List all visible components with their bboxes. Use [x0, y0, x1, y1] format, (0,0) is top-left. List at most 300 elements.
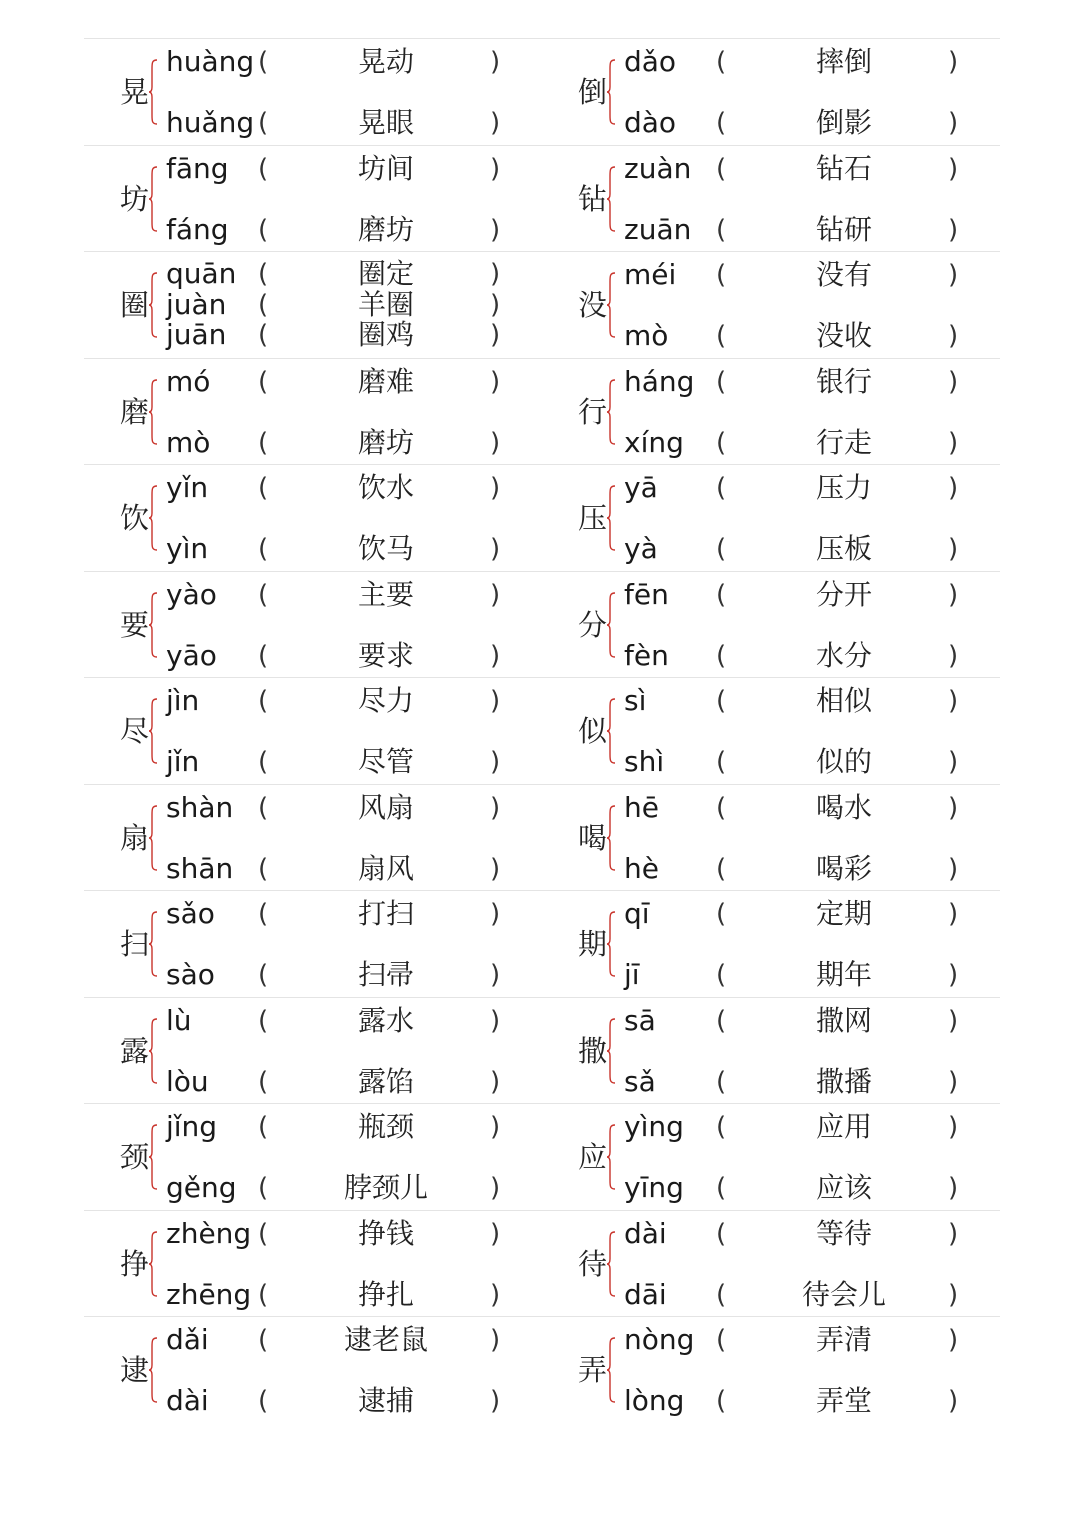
pinyin: yìng [624, 1110, 684, 1143]
open-paren: ( [258, 686, 269, 716]
brace-icon [148, 911, 158, 977]
reading-line [624, 1110, 1000, 1144]
character-entry-right [542, 1317, 1000, 1423]
open-paren: ( [716, 108, 727, 138]
character-entry-right [542, 678, 1000, 784]
head-character: 行 [578, 394, 608, 429]
brace [606, 1124, 616, 1190]
close-paren: ) [948, 1279, 959, 1310]
character-entry-right [542, 39, 1000, 145]
head-character: 应 [578, 1140, 608, 1174]
example-word: 定期 [815, 897, 872, 930]
brace-icon [148, 379, 158, 445]
example-word: 撒网 [815, 1003, 872, 1037]
close-paren: ) [490, 579, 501, 610]
example-word: 似的 [815, 745, 872, 778]
close-paren: ) [948, 640, 959, 671]
open-paren: ( [716, 153, 727, 184]
worksheet-row [84, 464, 1000, 571]
close-paren: ) [490, 1005, 501, 1036]
head-character: 饮 [120, 501, 150, 535]
pinyin: lòu [166, 1064, 209, 1098]
head-character: 挣 [120, 1246, 150, 1281]
brace [148, 698, 158, 764]
brace [606, 379, 616, 445]
close-paren: ) [948, 153, 959, 184]
example-word: 坊间 [357, 151, 414, 185]
open-paren: ( [716, 1005, 727, 1036]
pinyin: dài [166, 1384, 209, 1417]
brace-icon [148, 1231, 158, 1297]
close-paren: ) [948, 214, 959, 245]
head-character: 撒 [578, 1033, 608, 1068]
open-paren: ( [258, 899, 269, 929]
example-word: 风扇 [357, 790, 414, 824]
open-paren: ( [258, 1325, 269, 1355]
pinyin: mò [166, 425, 211, 459]
pinyin: jìn [166, 684, 200, 717]
open-paren: ( [258, 1386, 269, 1416]
open-paren: ( [716, 747, 727, 777]
worksheet-row [84, 571, 1000, 678]
close-paren: ) [948, 1173, 959, 1203]
character-entry-left [84, 572, 542, 678]
pinyin: háng [624, 364, 695, 398]
character-entry-left [84, 465, 542, 571]
worksheet-row [84, 251, 1000, 358]
close-paren: ) [490, 899, 501, 929]
close-paren: ) [490, 427, 501, 458]
pinyin: yào [166, 577, 217, 611]
close-paren: ) [490, 320, 501, 350]
brace [606, 272, 616, 338]
brace [148, 1231, 158, 1297]
open-paren: ( [258, 1112, 269, 1142]
open-paren: ( [716, 260, 727, 290]
pinyin: juān [166, 318, 227, 351]
reading-line [166, 1278, 542, 1312]
example-word: 圈定 [357, 257, 414, 290]
character-entry-right [542, 359, 1000, 465]
open-paren: ( [716, 321, 727, 351]
brace-icon [606, 911, 616, 977]
character-entry-left [84, 891, 542, 997]
close-paren: ) [948, 1218, 959, 1249]
example-word: 钻研 [815, 212, 872, 246]
pinyin: shì [624, 745, 665, 778]
pinyin: mó [166, 364, 211, 398]
brace [148, 59, 158, 125]
reading-line [166, 152, 542, 186]
head-character: 喝 [578, 820, 608, 855]
example-word: 水分 [815, 638, 872, 672]
pinyin: juàn [166, 288, 227, 321]
brace [606, 1018, 616, 1084]
pinyin: quān [166, 257, 237, 290]
brace-icon [606, 379, 616, 445]
open-paren: ( [258, 960, 269, 990]
close-paren: ) [948, 366, 959, 397]
close-paren: ) [948, 427, 959, 458]
close-paren: ) [490, 47, 501, 77]
brace [606, 59, 616, 125]
brace [148, 911, 158, 977]
worksheet-row [84, 145, 1000, 252]
close-paren: ) [490, 473, 501, 503]
open-paren: ( [716, 1173, 727, 1203]
reading-line [624, 1171, 1000, 1205]
open-paren: ( [258, 1218, 269, 1249]
open-paren: ( [716, 214, 727, 245]
character-entry-left [84, 359, 542, 465]
close-paren: ) [490, 290, 501, 320]
pinyin: fāng [166, 151, 229, 185]
pinyin: hè [624, 851, 659, 885]
character-entry-right [542, 1211, 1000, 1317]
pinyin: shān [166, 851, 234, 885]
close-paren: ) [490, 792, 501, 823]
pinyin: dài [624, 1216, 667, 1250]
brace [606, 485, 616, 551]
example-word: 喝彩 [815, 851, 872, 885]
brace-icon [606, 272, 616, 338]
open-paren: ( [716, 1112, 727, 1142]
pinyin: fèn [624, 638, 669, 672]
worksheet-row [84, 1103, 1000, 1210]
close-paren: ) [948, 473, 959, 503]
close-paren: ) [948, 534, 959, 564]
reading-line [166, 1323, 542, 1357]
character-entry-left [84, 785, 542, 891]
open-paren: ( [258, 579, 269, 610]
pinyin: fēn [624, 577, 669, 611]
example-word: 挣扎 [357, 1277, 414, 1311]
open-paren: ( [716, 853, 727, 884]
pinyin: xíng [624, 425, 684, 459]
head-character: 倒 [578, 75, 608, 109]
pinyin: yīng [624, 1171, 684, 1204]
example-word: 瓶颈 [357, 1110, 414, 1143]
open-paren: ( [258, 640, 269, 671]
reading-line [624, 45, 1000, 79]
example-word: 尽力 [357, 684, 414, 717]
character-entry-right [542, 572, 1000, 678]
reading-line [624, 319, 1000, 353]
reading-line [624, 1384, 1000, 1418]
pinyin: lù [166, 1003, 192, 1037]
brace-icon [606, 592, 616, 658]
close-paren: ) [490, 1325, 501, 1355]
pinyin: gěng [166, 1171, 237, 1204]
pinyin: sā [624, 1003, 656, 1037]
pinyin: dǎi [166, 1323, 209, 1356]
pinyin: lòng [624, 1384, 685, 1417]
open-paren: ( [716, 1386, 727, 1416]
reading-line [166, 471, 542, 505]
pinyin: mò [624, 319, 669, 352]
brace-icon [606, 166, 616, 232]
worksheet-row [84, 38, 1000, 145]
close-paren: ) [948, 686, 959, 716]
brace [606, 592, 616, 658]
reading-line [624, 1323, 1000, 1357]
example-word: 期年 [815, 958, 872, 991]
open-paren: ( [716, 47, 727, 77]
close-paren: ) [490, 1279, 501, 1310]
brace [606, 1337, 616, 1403]
pinyin: sì [624, 684, 647, 717]
character-entry-left [84, 1317, 542, 1423]
brace [148, 1337, 158, 1403]
pinyin: dāi [624, 1277, 667, 1311]
close-paren: ) [948, 899, 959, 929]
brace-icon [606, 1124, 616, 1190]
reading-line [166, 318, 542, 352]
head-character: 似 [578, 714, 608, 748]
head-character: 分 [578, 607, 608, 642]
open-paren: ( [258, 290, 269, 320]
brace [148, 272, 158, 338]
pinyin: yǐn [166, 471, 209, 504]
brace-icon [606, 1231, 616, 1297]
pinyin: huàng [166, 45, 255, 78]
brace [148, 1124, 158, 1190]
head-character: 晃 [120, 75, 150, 109]
example-word: 扇风 [357, 851, 414, 885]
reading-line [624, 1004, 1000, 1038]
character-entry-left [84, 252, 542, 358]
head-character: 扫 [120, 927, 150, 961]
open-paren: ( [258, 534, 269, 564]
close-paren: ) [948, 1386, 959, 1416]
close-paren: ) [490, 153, 501, 184]
reading-line [624, 213, 1000, 247]
close-paren: ) [948, 792, 959, 823]
example-word: 晃动 [357, 45, 414, 78]
reading-line [166, 852, 542, 886]
pinyin: zhèng [166, 1216, 252, 1250]
example-word: 等待 [815, 1216, 872, 1250]
pinyin: sào [166, 958, 215, 991]
close-paren: ) [490, 1066, 501, 1097]
polyphone-worksheet [84, 38, 1000, 1423]
example-word: 圈鸡 [357, 318, 414, 351]
reading-line [166, 257, 542, 291]
head-character: 磨 [120, 394, 150, 429]
open-paren: ( [716, 640, 727, 671]
reading-line [166, 1110, 542, 1144]
brace-icon [606, 805, 616, 871]
close-paren: ) [948, 108, 959, 138]
open-paren: ( [258, 473, 269, 503]
brace-icon [606, 698, 616, 764]
worksheet-row [84, 890, 1000, 997]
example-word: 应用 [815, 1110, 872, 1143]
brace-icon [606, 1018, 616, 1084]
brace-icon [606, 485, 616, 551]
reading-line [166, 1384, 542, 1418]
open-paren: ( [258, 792, 269, 823]
character-entry-left [84, 1104, 542, 1210]
open-paren: ( [716, 960, 727, 990]
pinyin: yìn [166, 532, 209, 565]
brace [606, 698, 616, 764]
reading-line [166, 106, 542, 140]
example-word: 羊圈 [357, 288, 414, 321]
close-paren: ) [948, 960, 959, 990]
open-paren: ( [258, 747, 269, 777]
pinyin: yà [624, 532, 658, 565]
close-paren: ) [948, 321, 959, 351]
head-character: 扇 [120, 820, 150, 855]
reading-line [166, 532, 542, 566]
reading-line [166, 365, 542, 399]
open-paren: ( [258, 108, 269, 138]
pinyin: yā [624, 471, 658, 504]
close-paren: ) [948, 1112, 959, 1142]
reading-line [166, 1065, 542, 1099]
close-paren: ) [490, 640, 501, 671]
brace-icon [148, 485, 158, 551]
close-paren: ) [948, 579, 959, 610]
pinyin: nòng [624, 1323, 695, 1356]
example-word: 要求 [357, 638, 414, 672]
close-paren: ) [948, 1066, 959, 1097]
example-word: 压板 [815, 532, 872, 565]
brace-icon [148, 592, 158, 658]
reading-line [166, 639, 542, 673]
reading-line [624, 791, 1000, 825]
example-word: 露水 [357, 1003, 414, 1037]
head-character: 要 [120, 607, 150, 642]
character-entry-right [542, 252, 1000, 358]
example-word: 饮马 [357, 532, 414, 565]
example-word: 磨坊 [357, 425, 414, 459]
worksheet-row [84, 1316, 1000, 1423]
example-word: 没收 [815, 319, 872, 352]
character-entry-right [542, 465, 1000, 571]
pinyin: huǎng [166, 106, 255, 139]
example-word: 钻石 [815, 151, 872, 185]
open-paren: ( [258, 1066, 269, 1097]
pinyin: yāo [166, 638, 217, 672]
brace-icon [148, 805, 158, 871]
example-word: 逮老鼠 [343, 1323, 428, 1356]
example-word: 待会儿 [801, 1277, 886, 1311]
reading-line [624, 471, 1000, 505]
brace-icon [606, 1337, 616, 1403]
pinyin: qī [624, 897, 650, 930]
open-paren: ( [258, 47, 269, 77]
reading-line [624, 745, 1000, 779]
open-paren: ( [716, 1066, 727, 1097]
example-word: 弄堂 [815, 1384, 872, 1417]
close-paren: ) [490, 1173, 501, 1203]
reading-line [166, 213, 542, 247]
brace [148, 1018, 158, 1084]
pinyin: zuān [624, 212, 692, 246]
example-word: 磨坊 [357, 212, 414, 246]
example-word: 主要 [357, 577, 414, 611]
head-character: 压 [578, 501, 608, 535]
close-paren: ) [490, 259, 501, 289]
character-entry-right [542, 998, 1000, 1104]
example-word: 打扫 [357, 897, 414, 930]
open-paren: ( [716, 899, 727, 929]
close-paren: ) [490, 108, 501, 138]
brace-icon [148, 272, 158, 338]
open-paren: ( [716, 473, 727, 503]
open-paren: ( [258, 214, 269, 245]
worksheet-row [84, 1210, 1000, 1317]
pinyin: sǎ [624, 1064, 656, 1098]
reading-line [624, 426, 1000, 460]
pinyin: fáng [166, 212, 229, 246]
brace-icon [606, 59, 616, 125]
pinyin: méi [624, 258, 677, 291]
example-word: 喝水 [815, 790, 872, 824]
open-paren: ( [716, 1325, 727, 1355]
example-word: 磨难 [357, 364, 414, 398]
open-paren: ( [716, 366, 727, 397]
reading-line [624, 1217, 1000, 1251]
worksheet-row [84, 358, 1000, 465]
open-paren: ( [716, 427, 727, 458]
character-entry-left [84, 146, 542, 252]
reading-line [624, 1065, 1000, 1099]
reading-line [166, 745, 542, 779]
pinyin: jī [624, 958, 640, 991]
example-word: 压力 [815, 471, 872, 504]
open-paren: ( [258, 366, 269, 397]
character-entry-left [84, 998, 542, 1104]
reading-line [624, 897, 1000, 931]
pinyin: zhēng [166, 1277, 252, 1311]
pinyin: zuàn [624, 151, 692, 185]
reading-line [166, 426, 542, 460]
close-paren: ) [948, 260, 959, 290]
close-paren: ) [490, 214, 501, 245]
example-word: 倒影 [815, 106, 872, 139]
character-entry-right [542, 1104, 1000, 1210]
brace [148, 166, 158, 232]
reading-line [166, 1004, 542, 1038]
open-paren: ( [258, 153, 269, 184]
open-paren: ( [258, 853, 269, 884]
head-character: 坊 [120, 181, 150, 216]
close-paren: ) [490, 853, 501, 884]
brace [606, 805, 616, 871]
head-character: 待 [578, 1246, 608, 1281]
character-entry-left [84, 39, 542, 145]
pinyin: jǐn [166, 745, 200, 778]
reading-line [624, 106, 1000, 140]
worksheet-row [84, 997, 1000, 1104]
brace [148, 379, 158, 445]
open-paren: ( [258, 1005, 269, 1036]
reading-line [624, 365, 1000, 399]
brace [148, 592, 158, 658]
example-word: 逮捕 [357, 1384, 414, 1417]
reading-line [624, 852, 1000, 886]
example-word: 尽管 [357, 745, 414, 778]
close-paren: ) [948, 47, 959, 77]
brace [606, 166, 616, 232]
example-word: 挣钱 [357, 1216, 414, 1250]
example-word: 弄清 [815, 1323, 872, 1356]
example-word: 扫帚 [357, 958, 414, 991]
open-paren: ( [258, 320, 269, 350]
